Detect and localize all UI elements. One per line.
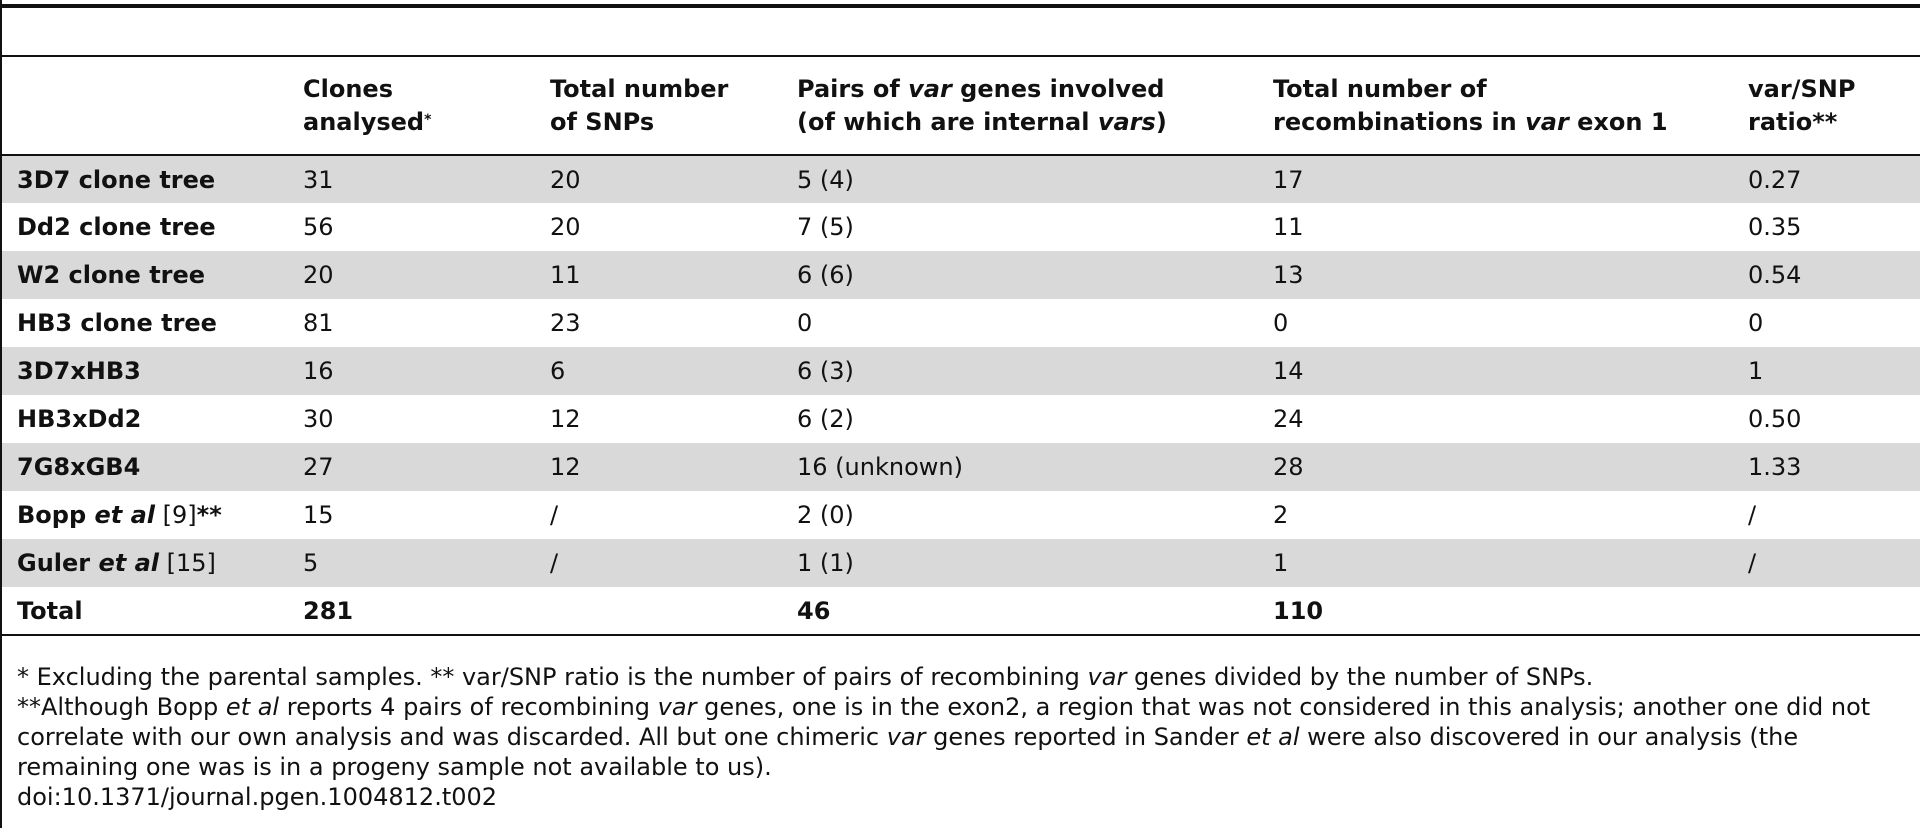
- total-label: Total: [2, 587, 288, 635]
- total-snps: [535, 587, 782, 635]
- header-pairs: Pairs of var genes involved (of which are internal vars): [782, 57, 1258, 155]
- row-label: Bopp et al [9]**: [17, 501, 222, 529]
- data-table: [2, 57, 1920, 636]
- recomb-cell: 14: [1273, 357, 1304, 385]
- ratio-cell: 1.33: [1748, 453, 1802, 481]
- snps-cell: 20: [550, 165, 581, 194]
- table-row: [2, 539, 1920, 587]
- snps-cell: 23: [550, 309, 581, 337]
- pairs-cell: 1 (1): [797, 549, 854, 577]
- recomb-cell: 17: [1273, 165, 1304, 194]
- total-ratio: [1733, 587, 1920, 635]
- ratio-cell: 0: [1748, 309, 1764, 337]
- footnote-2: **Although Bopp et al reports 4 pairs of recombining var genes, one is in the exon2, a region that was not considered in this analysis; another one did not correlate with our own analysis and was discarded. All but one chimeric var genes reported in Sander et al were also discovered in our analysis (the remaining one was is in a progeny sample not available to us).: [17, 693, 1871, 781]
- snps-cell: 20: [550, 213, 581, 241]
- recomb-cell: 1: [1273, 549, 1289, 577]
- clones-cell: 27: [303, 453, 334, 481]
- table-row: [2, 203, 1920, 251]
- doi-text[interactable]: doi:10.1371/journal.pgen.1004812.t002: [17, 783, 498, 811]
- row-label: Guler et al [15]: [17, 549, 216, 577]
- table-row: [2, 155, 1920, 203]
- pairs-cell: 2 (0): [797, 501, 854, 529]
- footnote-1: * Excluding the parental samples. ** var/SNP ratio is the number of pairs of recombining var genes divided by the number of SNPs.: [17, 663, 1594, 691]
- snps-cell: /: [550, 501, 559, 529]
- table-footnotes: [17, 662, 1917, 812]
- header-clones: Clones analysed*: [288, 57, 535, 155]
- pairs-cell: 6 (2): [797, 405, 854, 433]
- pairs-cell: 7 (5): [797, 213, 854, 241]
- clones-cell: 16: [303, 357, 334, 385]
- recomb-cell: 24: [1273, 405, 1304, 433]
- ratio-cell: 1: [1748, 357, 1764, 385]
- header-snps: Total number of SNPs: [535, 57, 782, 155]
- recomb-cell: 0: [1273, 309, 1289, 337]
- pairs-cell: 5 (4): [797, 165, 854, 194]
- ratio-cell: 0.50: [1748, 405, 1802, 433]
- total-clones: 281: [288, 587, 535, 635]
- table-row: [2, 443, 1920, 491]
- header-recombinations: Total number of recombinations in var exon 1: [1258, 57, 1733, 155]
- recomb-cell: 11: [1273, 213, 1304, 241]
- ratio-cell: /: [1748, 549, 1757, 577]
- pairs-cell: 6 (6): [797, 261, 854, 289]
- pairs-cell: 0: [797, 309, 813, 337]
- clones-cell: 30: [303, 405, 334, 433]
- row-label: W2 clone tree: [17, 261, 206, 289]
- ratio-cell: 0.35: [1748, 213, 1802, 241]
- snps-cell: /: [550, 549, 559, 577]
- table-row: [2, 299, 1920, 347]
- clones-cell: 15: [303, 501, 334, 529]
- recomb-cell: 2: [1273, 501, 1289, 529]
- table-row: [2, 491, 1920, 539]
- clones-cell: 81: [303, 309, 334, 337]
- row-label: Dd2 clone tree: [17, 213, 216, 241]
- header-row: [2, 57, 1920, 155]
- total-row: [2, 587, 1920, 635]
- pairs-cell: 16 (unknown): [797, 453, 963, 481]
- row-label: 3D7 clone tree: [17, 165, 216, 194]
- snps-cell: 6: [550, 357, 566, 385]
- clones-cell: 56: [303, 213, 334, 241]
- total-pairs: 46: [782, 587, 1258, 635]
- pairs-cell: 6 (3): [797, 357, 854, 385]
- row-label: HB3xDd2: [17, 405, 142, 433]
- header-ratio: var/SNP ratio**: [1733, 57, 1920, 155]
- header-row-label: [2, 57, 288, 155]
- ratio-cell: 0.27: [1748, 165, 1802, 194]
- table-row: [2, 347, 1920, 395]
- clones-cell: 5: [303, 549, 319, 577]
- recomb-cell: 28: [1273, 453, 1304, 481]
- ratio-cell: 0.54: [1748, 261, 1802, 289]
- clones-cell: 31: [303, 165, 334, 194]
- top-rule: [2, 4, 1920, 8]
- table-row: [2, 251, 1920, 299]
- total-recomb: 110: [1258, 587, 1733, 635]
- table-row: [2, 395, 1920, 443]
- snps-cell: 12: [550, 453, 581, 481]
- snps-cell: 12: [550, 405, 581, 433]
- row-label: HB3 clone tree: [17, 309, 217, 337]
- recomb-cell: 13: [1273, 261, 1304, 289]
- snps-cell: 11: [550, 261, 581, 289]
- row-label: 7G8xGB4: [17, 453, 141, 481]
- ratio-cell: /: [1748, 501, 1757, 529]
- clones-cell: 20: [303, 261, 334, 289]
- row-label: 3D7xHB3: [17, 357, 141, 385]
